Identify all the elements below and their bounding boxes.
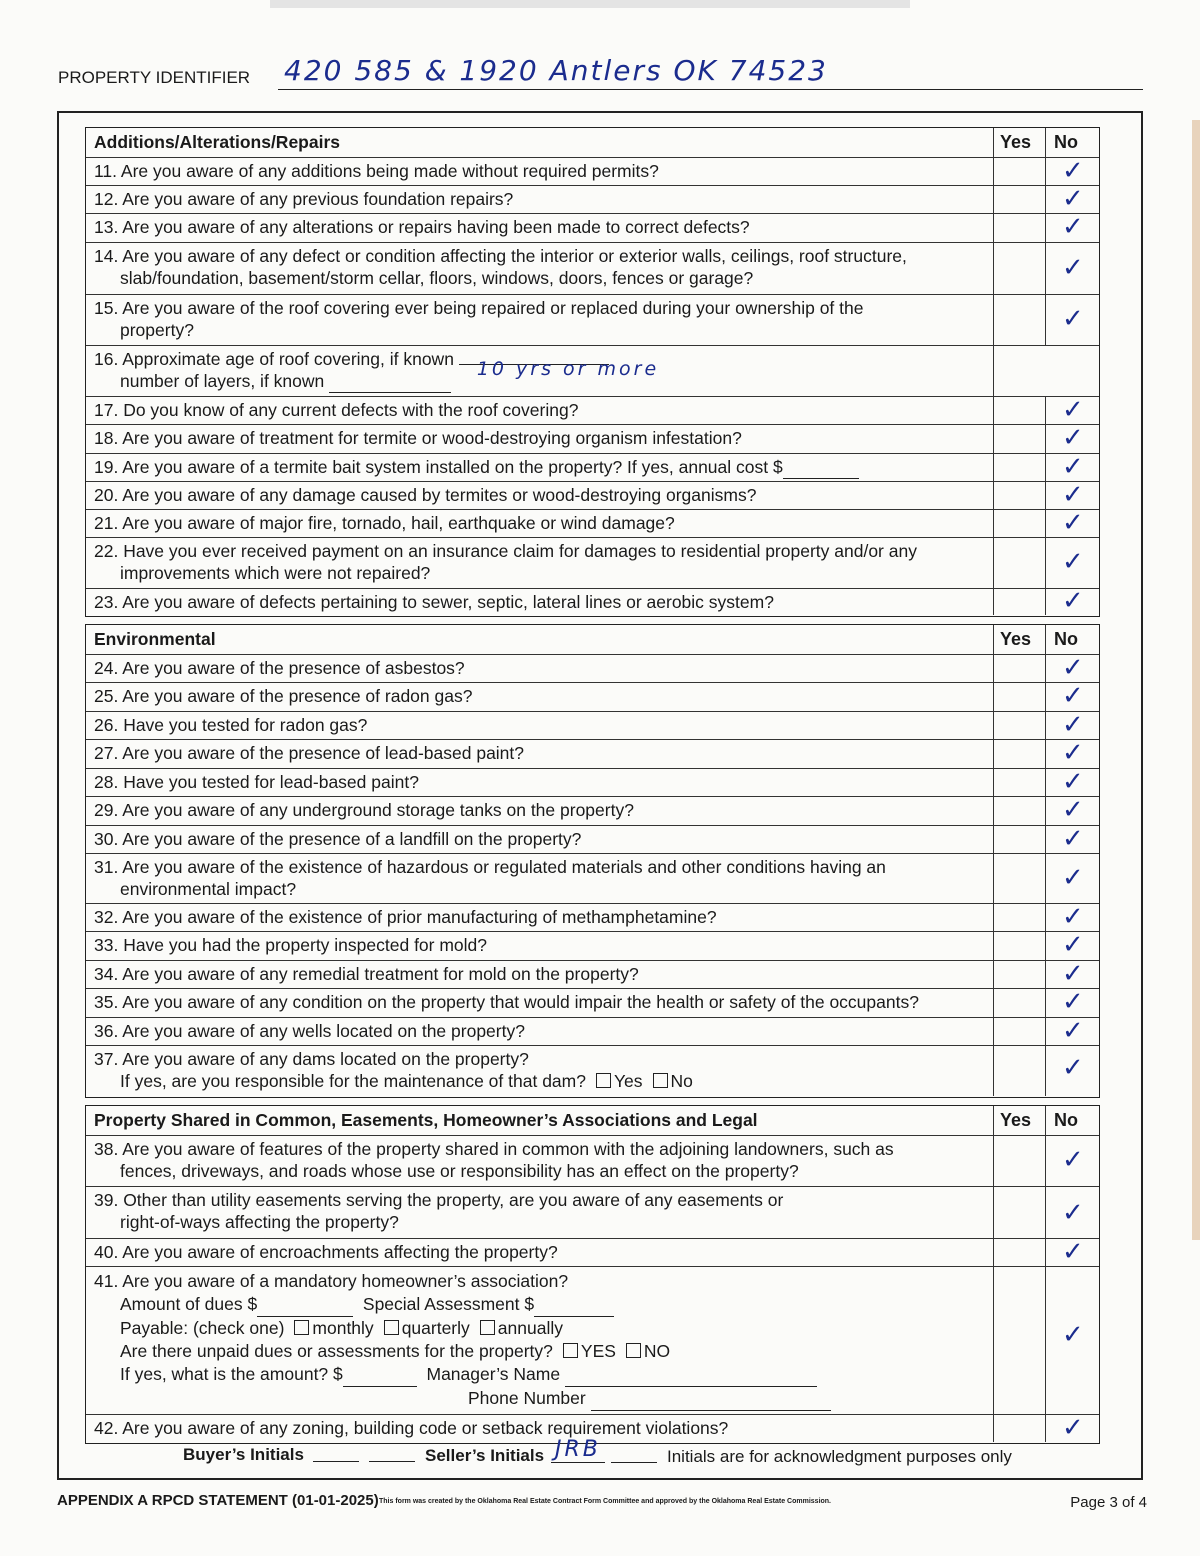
yes-cell[interactable] xyxy=(993,537,1046,588)
unpaid-line xyxy=(94,1340,984,1363)
no-cell[interactable] xyxy=(1045,537,1100,588)
checkmark-icon: ✓ xyxy=(1062,156,1084,186)
assessment-field[interactable] xyxy=(534,1293,614,1317)
checkmark-icon: ✓ xyxy=(1062,653,1084,683)
question-row xyxy=(86,1017,1099,1046)
yes-cell[interactable] xyxy=(993,654,1046,682)
phone-label: Phone Number xyxy=(468,1388,586,1408)
yes-cell[interactable] xyxy=(993,588,1046,615)
footer-title: APPENDIX A RPCD STATEMENT (01-01-2025) xyxy=(57,1492,379,1509)
yes-cell[interactable] xyxy=(993,242,1046,294)
annually-checkbox[interactable] xyxy=(480,1320,495,1335)
dues-field[interactable] xyxy=(257,1293,353,1317)
question-row xyxy=(86,588,1099,615)
scan-edge-top xyxy=(270,0,910,8)
question-line: fences, driveways, and roads whose use or responsibility has an effect on the property? xyxy=(120,1161,799,1181)
no-cell[interactable] xyxy=(1045,509,1100,537)
annual-cost-field[interactable] xyxy=(783,456,859,479)
amount-field[interactable] xyxy=(343,1363,417,1387)
checkmark-icon: ✓ xyxy=(1062,681,1084,711)
question-text: 13. Are you aware of any alterations or repairs having been made to correct defects? xyxy=(94,217,750,237)
question-line: 15. Are you aware of the roof covering ever being repaired or replaced during your ownership of the xyxy=(94,298,864,318)
question-row xyxy=(86,825,1099,854)
checkmark-icon: ✓ xyxy=(1062,212,1084,242)
no-cell[interactable] xyxy=(1045,711,1100,739)
yes-cell[interactable] xyxy=(993,1135,1046,1186)
question-row xyxy=(86,185,1099,214)
payable-line xyxy=(94,1317,984,1340)
no-cell[interactable] xyxy=(1045,1135,1100,1186)
question-text: 35. Are you aware of any condition on the property that would impair the health or safety of the occupants? xyxy=(94,992,919,1012)
question-text xyxy=(94,456,984,479)
checkmark-icon: ✓ xyxy=(1062,1413,1084,1443)
scan-edge-right xyxy=(1192,120,1200,1240)
roof-age-value: 10 yrs or more xyxy=(476,358,660,380)
yes-cell[interactable] xyxy=(993,294,1046,345)
yes-cell[interactable] xyxy=(993,1045,1046,1096)
question-row xyxy=(86,1238,1099,1267)
question-text: 17. Do you know of any current defects with the roof covering? xyxy=(94,400,579,420)
yes-cell[interactable] xyxy=(993,931,1046,960)
annually-label: annually xyxy=(497,1318,563,1338)
question-line: 31. Are you aware of the existence of hazardous or regulated materials and other conditions having an xyxy=(94,857,886,877)
question-text: 24. Are you aware of the presence of asbestos? xyxy=(94,658,465,678)
question-text xyxy=(94,297,984,341)
yes-cell[interactable] xyxy=(993,481,1046,509)
roof-age-field[interactable] xyxy=(459,358,660,380)
no-cell[interactable] xyxy=(1045,294,1100,345)
yes-cell[interactable] xyxy=(993,903,1046,931)
property-identifier-label: PROPERTY IDENTIFIER xyxy=(58,68,251,87)
quarterly-checkbox[interactable] xyxy=(384,1320,399,1335)
yes-cell[interactable] xyxy=(993,157,1046,185)
no-cell[interactable] xyxy=(1045,796,1100,825)
question-row xyxy=(86,1135,1099,1187)
section-title: Additions/Alterations/Repairs xyxy=(94,132,341,152)
layers-label: number of layers, if known xyxy=(120,371,325,391)
dam-yes-label: Yes xyxy=(613,1071,643,1091)
no-cell[interactable] xyxy=(1045,931,1100,960)
no-cell[interactable] xyxy=(1045,396,1100,424)
question-text: 25. Are you aware of the presence of radon gas? xyxy=(94,686,473,706)
question-text xyxy=(94,348,984,393)
checkmark-icon: ✓ xyxy=(1062,824,1084,854)
initials-note: Initials are for acknowledgment purposes only xyxy=(667,1447,1012,1466)
buyer-initials-field-2[interactable] xyxy=(369,1461,415,1462)
property-identifier xyxy=(58,54,1143,96)
seller-initials-field-1[interactable] xyxy=(551,1462,605,1463)
no-cell[interactable] xyxy=(1045,1238,1100,1266)
no-cell[interactable] xyxy=(1045,481,1100,509)
question-text: 42. Are you aware of any zoning, building code or setback requirement violations? xyxy=(94,1418,729,1438)
question-text: 28. Have you tested for lead-based paint? xyxy=(94,772,419,792)
question-line: right-of-ways affecting the property? xyxy=(120,1212,399,1232)
dam-no-checkbox[interactable] xyxy=(653,1073,668,1088)
no-cell[interactable] xyxy=(1045,682,1100,711)
checkmark-icon: ✓ xyxy=(1062,710,1084,740)
no-cell[interactable] xyxy=(1045,1017,1100,1045)
buyer-initials-label: Buyer’s Initials xyxy=(183,1445,304,1464)
no-cell[interactable] xyxy=(1045,185,1100,213)
question-line: 16. Approximate age of roof covering, if known xyxy=(94,349,454,369)
question-row xyxy=(86,509,1099,538)
yes-column-header: Yes xyxy=(1000,629,1032,649)
question-text xyxy=(94,540,984,584)
question-line: 39. Other than utility easements serving the property, are you aware of any easements or xyxy=(94,1190,784,1210)
question-line: property? xyxy=(120,320,194,340)
phone-field[interactable] xyxy=(591,1387,831,1411)
question-line: environmental impact? xyxy=(120,879,297,899)
question-text: 12. Are you aware of any previous foundation repairs? xyxy=(94,189,514,209)
question-row xyxy=(86,768,1099,797)
no-cell[interactable] xyxy=(1045,1045,1100,1096)
footer-fine-print: This form was created by the Oklahoma Real Estate Contract Form Committee and approved by the Oklahoma Real Estate Commission. xyxy=(379,1498,832,1505)
no-cell[interactable] xyxy=(1045,960,1100,988)
section-additions xyxy=(85,127,1100,617)
property-identifier-line xyxy=(278,89,1143,90)
yes-column-header: Yes xyxy=(1000,1110,1032,1130)
no-cell[interactable] xyxy=(1045,903,1100,931)
section-title: Property Shared in Common, Easements, Homeowner’s Associations and Legal xyxy=(94,1110,758,1130)
yes-cell[interactable] xyxy=(993,1238,1046,1266)
yes-cell[interactable] xyxy=(993,213,1046,242)
yes-cell[interactable] xyxy=(993,1017,1046,1045)
yes-cell[interactable] xyxy=(993,768,1046,796)
checkmark-icon: ✓ xyxy=(1062,253,1084,283)
dam-no-label: No xyxy=(670,1071,693,1091)
checkmark-icon: ✓ xyxy=(1062,452,1084,482)
checkmark-icon: ✓ xyxy=(1062,184,1084,214)
question-text: 23. Are you aware of defects pertaining to sewer, septic, lateral lines or aerobic system? xyxy=(94,592,774,612)
no-cell[interactable] xyxy=(1045,588,1100,615)
yes-cell[interactable] xyxy=(993,711,1046,739)
question-text: 34. Are you aware of any remedial treatment for mold on the property? xyxy=(94,964,639,984)
question-row xyxy=(86,931,1099,961)
unpaid-yes-checkbox[interactable] xyxy=(563,1343,578,1358)
checkmark-icon: ✓ xyxy=(1062,1016,1084,1046)
no-cell[interactable] xyxy=(1045,988,1100,1017)
no-column-header: No xyxy=(1054,629,1078,649)
dues-label: Amount of dues $ xyxy=(120,1294,258,1314)
checkmark-icon: ✓ xyxy=(1062,480,1084,510)
dam-question: If yes, are you responsible for the maintenance of that dam? xyxy=(120,1071,586,1091)
no-cell[interactable] xyxy=(1045,1414,1100,1442)
question-row xyxy=(86,739,1099,769)
seller-initials-value: JRB xyxy=(555,1437,601,1462)
question-text: 36. Are you aware of any wells located on the property? xyxy=(94,1021,525,1041)
yes-cell[interactable] xyxy=(993,1186,1046,1238)
manager-label: Manager’s Name xyxy=(426,1364,561,1384)
checkmark-icon: ✓ xyxy=(1062,508,1084,538)
no-cell[interactable] xyxy=(1045,1186,1100,1238)
no-cell[interactable] xyxy=(1045,739,1100,768)
no-cell[interactable] xyxy=(1045,453,1100,481)
checkmark-icon: ✓ xyxy=(1062,1320,1084,1350)
yes-column-header: Yes xyxy=(1000,132,1032,152)
question-row xyxy=(86,988,1099,1018)
question-text xyxy=(94,856,984,900)
question-text: 30. Are you aware of the presence of a landfill on the property? xyxy=(94,829,582,849)
section-environmental xyxy=(85,624,1100,1098)
yes-cell[interactable] xyxy=(993,960,1046,988)
question-row xyxy=(86,396,1099,425)
yes-cell[interactable] xyxy=(993,682,1046,711)
question-text: 40. Are you aware of encroachments affecting the property? xyxy=(94,1242,558,1262)
question-row xyxy=(86,1186,1099,1239)
yes-cell[interactable] xyxy=(993,1414,1046,1442)
question-line: 41. Are you aware of a mandatory homeowner’s association? xyxy=(94,1271,569,1291)
yes-cell[interactable] xyxy=(993,796,1046,825)
question-row-roof-age xyxy=(86,345,1099,397)
question-line: 14. Are you aware of any defect or condition affecting the interior or exterior walls, ceilings, roof structure, xyxy=(94,246,907,266)
checkmark-icon: ✓ xyxy=(1062,1198,1084,1228)
question-text: 33. Have you had the property inspected for mold? xyxy=(94,935,488,955)
dam-yes-checkbox[interactable] xyxy=(596,1073,611,1088)
question-row xyxy=(86,853,1099,904)
monthly-checkbox[interactable] xyxy=(294,1320,309,1335)
question-text xyxy=(94,1189,984,1233)
question-text: 32. Are you aware of the existence of prior manufacturing of methamphetamine? xyxy=(94,907,717,927)
question-row xyxy=(86,1045,1099,1096)
question-text: 18. Are you aware of treatment for termite or wood-destroying organism infestation? xyxy=(94,428,742,448)
manager-field[interactable] xyxy=(565,1363,817,1387)
section-header xyxy=(86,128,1099,158)
question-row xyxy=(86,157,1099,186)
no-cell[interactable] xyxy=(1045,213,1100,242)
question-text xyxy=(94,1270,984,1411)
question-row xyxy=(86,903,1099,932)
question-text: 27. Are you aware of the presence of lead-based paint? xyxy=(94,743,525,763)
unpaid-no-label: NO xyxy=(643,1341,671,1361)
initials-line xyxy=(85,1437,1098,1471)
question-line xyxy=(94,1070,984,1092)
yes-cell[interactable] xyxy=(993,509,1046,537)
amount-label: If yes, what is the amount? $ xyxy=(120,1364,343,1384)
question-text: 11. Are you aware of any additions being made without required permits? xyxy=(94,161,659,181)
amount-line xyxy=(94,1363,984,1387)
seller-initials-label: Seller’s Initials xyxy=(425,1446,545,1465)
no-cell[interactable] xyxy=(1045,424,1100,453)
question-row xyxy=(86,654,1099,683)
yes-cell[interactable] xyxy=(993,185,1046,213)
checkmark-icon: ✓ xyxy=(1062,1145,1084,1175)
checkmark-icon: ✓ xyxy=(1062,547,1084,577)
no-cell[interactable] xyxy=(1045,157,1100,185)
no-cell[interactable] xyxy=(1045,1266,1100,1414)
question-row xyxy=(86,796,1099,826)
question-row xyxy=(86,481,1099,510)
question-row xyxy=(86,711,1099,740)
quarterly-label: quarterly xyxy=(401,1318,470,1338)
checkmark-icon: ✓ xyxy=(1062,987,1084,1017)
checkmark-icon: ✓ xyxy=(1062,767,1084,797)
section-title: Environmental xyxy=(94,629,216,649)
checkmark-icon: ✓ xyxy=(1062,395,1084,425)
no-column-header: No xyxy=(1054,1110,1078,1130)
question-text: 20. Are you aware of any damage caused by termites or wood-destroying organisms? xyxy=(94,485,757,505)
question-row xyxy=(86,537,1099,589)
section-header xyxy=(86,625,1099,655)
question-row xyxy=(86,294,1099,346)
question-text: 29. Are you aware of any underground storage tanks on the property? xyxy=(94,800,634,820)
section-shared-easements-hoa-legal xyxy=(85,1105,1100,1444)
page-footer xyxy=(57,1492,1147,1516)
answer-cell-empty xyxy=(993,345,1100,396)
question-row-hoa xyxy=(86,1266,1099,1415)
question-line: 37. Are you aware of any dams located on the property? xyxy=(94,1049,529,1069)
checkmark-icon: ✓ xyxy=(1062,795,1084,825)
unpaid-no-checkbox[interactable] xyxy=(626,1343,641,1358)
no-cell[interactable] xyxy=(1045,825,1100,853)
no-cell[interactable] xyxy=(1045,768,1100,796)
question-text xyxy=(94,1048,984,1092)
checkmark-icon: ✓ xyxy=(1062,930,1084,960)
checkmark-icon: ✓ xyxy=(1062,738,1084,768)
yes-cell[interactable] xyxy=(993,453,1046,481)
yes-cell[interactable] xyxy=(993,853,1046,903)
unpaid-yes-label: YES xyxy=(580,1341,616,1361)
phone-line xyxy=(94,1387,984,1411)
payable-label: Payable: (check one) xyxy=(120,1318,285,1338)
question-row xyxy=(86,453,1099,482)
checkmark-icon: ✓ xyxy=(1062,423,1084,453)
yes-cell[interactable] xyxy=(993,739,1046,768)
page-number: Page 3 of 4 xyxy=(1070,1494,1147,1511)
yes-cell[interactable] xyxy=(993,424,1046,453)
checkmark-icon: ✓ xyxy=(1062,902,1084,932)
checkmark-icon: ✓ xyxy=(1062,586,1084,616)
question-text xyxy=(94,245,984,289)
dues-line xyxy=(94,1293,984,1317)
unpaid-label: Are there unpaid dues or assessments for the property? xyxy=(120,1341,553,1361)
question-row xyxy=(86,424,1099,454)
checkmark-icon: ✓ xyxy=(1062,959,1084,989)
question-text: 21. Are you aware of major fire, tornado, hail, earthquake or wind damage? xyxy=(94,513,675,533)
question-row xyxy=(86,682,1099,712)
question-line: 38. Are you aware of features of the property shared in common with the adjoining landowners, such as xyxy=(94,1139,894,1159)
question-line: 19. Are you aware of a termite bait system installed on the property? If yes, annual cost $ xyxy=(94,457,783,477)
checkmark-icon: ✓ xyxy=(1062,1237,1084,1267)
question-text xyxy=(94,1138,984,1182)
checkmark-icon: ✓ xyxy=(1062,304,1084,334)
question-line: slab/foundation, basement/storm cellar, floors, windows, doors, fences or garage? xyxy=(120,268,754,288)
checkmark-icon: ✓ xyxy=(1062,1053,1084,1083)
question-line: 22. Have you ever received payment on an insurance claim for damages to residential property and/or any xyxy=(94,541,917,561)
question-row xyxy=(86,213,1099,243)
question-line: improvements which were not repaired? xyxy=(120,563,431,583)
yes-cell[interactable] xyxy=(993,396,1046,424)
seller-initials-field-2[interactable] xyxy=(611,1462,657,1463)
yes-cell[interactable] xyxy=(993,825,1046,853)
section-header xyxy=(86,1106,1099,1136)
monthly-label: monthly xyxy=(312,1318,374,1338)
assessment-label: Special Assessment $ xyxy=(362,1294,535,1314)
no-cell[interactable] xyxy=(1045,853,1100,903)
checkmark-icon: ✓ xyxy=(1062,863,1084,893)
yes-cell[interactable] xyxy=(993,1266,1046,1414)
buyer-initials-field-1[interactable] xyxy=(313,1461,359,1462)
no-cell[interactable] xyxy=(1045,654,1100,682)
question-text: 26. Have you tested for radon gas? xyxy=(94,715,368,735)
layers-field[interactable] xyxy=(329,370,451,393)
property-identifier-value[interactable]: 420 585 & 1920 Antlers OK 74523 xyxy=(284,54,828,87)
question-row xyxy=(86,242,1099,295)
no-column-header: No xyxy=(1054,132,1078,152)
question-row xyxy=(86,960,1099,989)
yes-cell[interactable] xyxy=(993,988,1046,1017)
no-cell[interactable] xyxy=(1045,242,1100,294)
